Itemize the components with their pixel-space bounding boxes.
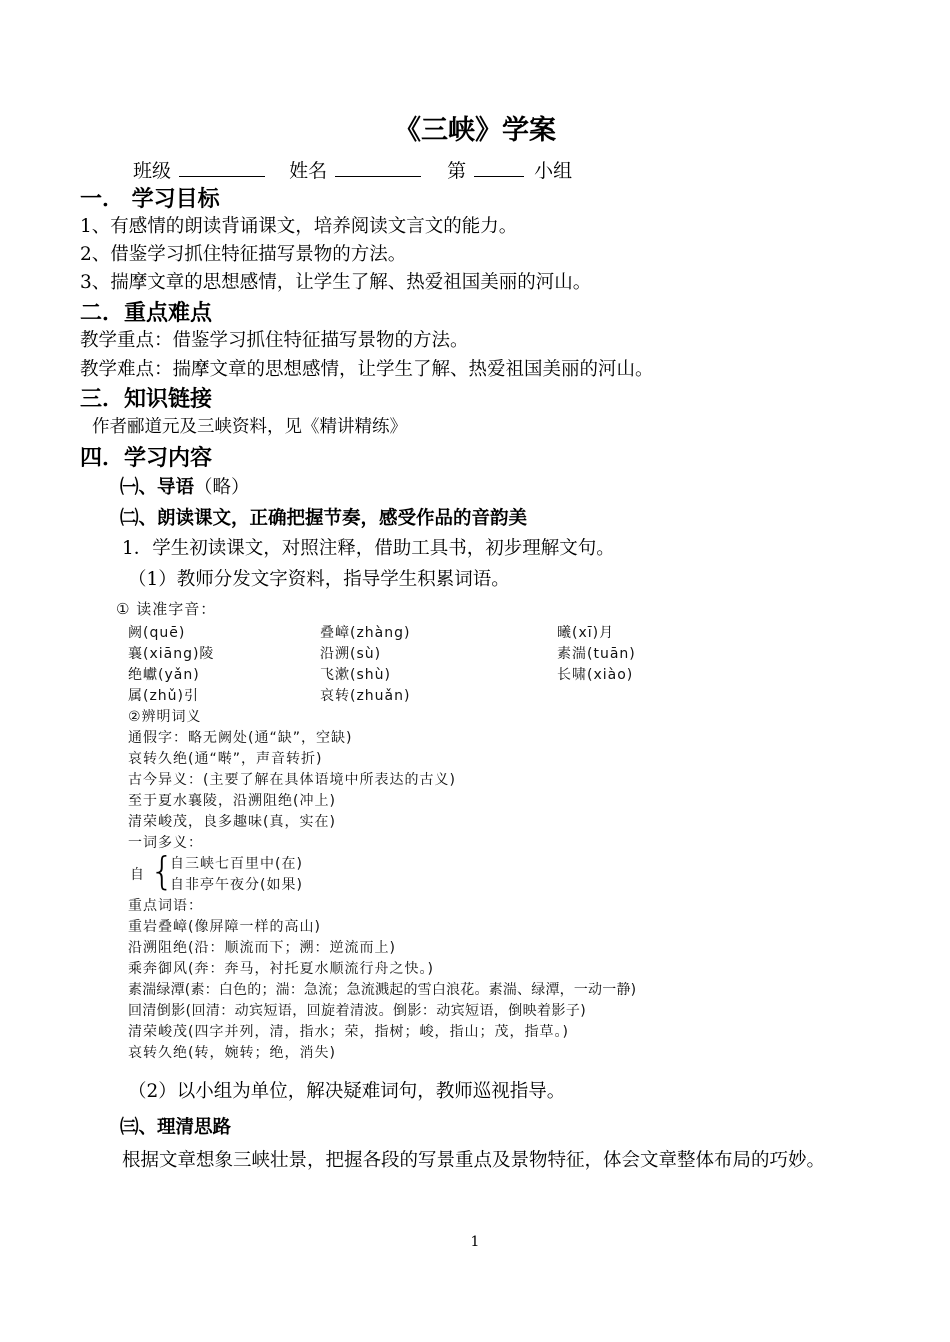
teaching-key: 教学重点：借鉴学习抓住特征描写景物的方法。 — [80, 330, 469, 351]
name-label: 姓名 — [289, 160, 328, 182]
pron-cell: 曦(xī)月 — [557, 625, 615, 641]
word-line: 一词多义： — [128, 835, 203, 851]
subsection-intro-note: （略） — [194, 477, 250, 498]
word-line: 古今异义：(主要了解在具体语境中所表达的古义) — [128, 772, 456, 788]
goal-item: 1、有感情的朗读背诵课文，培养阅读文言文的能力。 — [80, 216, 518, 237]
subsection-reading: ㈡、朗读课文，正确把握节奏，感受作品的音韵美 — [120, 508, 528, 529]
teaching-difficulty: 教学难点：揣摩文章的思想感情，让学生了解、热爱祖国美丽的河山。 — [80, 359, 654, 380]
pron-cell: 素湍(tuān) — [557, 646, 636, 662]
class-label: 班级 — [133, 160, 172, 182]
knowledge-text: 作者郦道元及三峡资料，见《精讲精练》 — [92, 417, 407, 437]
pron-cell: 襄(xiāng)陵 — [128, 646, 215, 662]
student-info-line — [133, 156, 572, 183]
word-line: 哀转久绝(通“啭”，声音转折) — [128, 751, 323, 767]
thinking-paragraph: 根据文章想象三峡壮景，把握各段的写景重点及景物特征，体会文章整体布局的巧妙。 — [122, 1150, 826, 1171]
section-heading-key-points: 二．重点难点 — [80, 301, 213, 326]
goal-item: 3、揣摩文章的思想感情，让学生了解、热爱祖国美丽的河山。 — [80, 272, 592, 293]
group-blank — [474, 158, 524, 177]
key-word-line: 回清倒影(回清：动宾短语，回旋着清波。倒影：动宾短语，倒映着影子) — [128, 1003, 587, 1019]
pron-cell: 长啸(xiào) — [557, 667, 634, 683]
pron-cell: 沿溯(sù) — [320, 646, 382, 662]
polysemy-char: 自 — [130, 867, 145, 883]
step-1: 1．学生初读课文，对照注释，借助工具书，初步理解文句。 — [122, 538, 615, 559]
pron-cell: 属(zhǔ)引 — [128, 688, 200, 704]
page-number: 1 — [470, 1234, 480, 1250]
group-prefix: 第 — [447, 160, 467, 182]
pron-cell: 阙(quē) — [128, 625, 186, 641]
brace-icon: { — [150, 849, 175, 893]
word-line: 清荣峻茂，良多趣味(真，实在) — [128, 814, 336, 830]
pron-cell: 叠嶂(zhàng) — [320, 625, 411, 641]
class-blank — [179, 158, 265, 177]
group-suffix: 小组 — [534, 160, 573, 182]
section-heading-goals: 一． 学习目标 — [80, 187, 220, 212]
key-word-line: 沿溯阻绝(沿：顺流而下；溯：逆流而上) — [128, 940, 396, 956]
key-word-line: 重点词语： — [128, 898, 203, 914]
polysemy-sense: 自三峡七百里中(在) — [170, 856, 303, 872]
key-word-line: 清荣峻茂(四字并列，清，指水；荣，指树；峻，指山；茂，指草。) — [128, 1024, 569, 1040]
step-1-2: （2）以小组为单位，解决疑难词句，教师巡视指导。 — [128, 1081, 566, 1102]
pron-cell: 飞漱(shù) — [320, 667, 391, 683]
section-heading-knowledge: 三．知识链接 — [80, 387, 213, 412]
pron-cell: 绝巘(yǎn) — [128, 667, 200, 683]
word-line: 通假字：略无阙处(通“缺”，空缺) — [128, 730, 353, 746]
key-word-line: 重岩叠嶂(像屏障一样的高山) — [128, 919, 321, 935]
subsection-thinking: ㈢、理清思路 — [120, 1117, 232, 1138]
key-word-line: 素湍绿潭(素：白色的；湍：急流；急流溅起的雪白浪花。素湍、绿潭，一动一静) — [128, 982, 637, 998]
subsection-intro-title: ㈠、导语 — [120, 477, 195, 498]
page-title: 《三峡》学案 — [394, 115, 556, 146]
word-line: 至于夏水襄陵，沿溯阻绝(冲上) — [128, 793, 336, 809]
subsection-intro — [120, 473, 250, 499]
step-1-1: （1）教师分发文字资料，指导学生积累词语。 — [128, 569, 510, 590]
pronunciation-heading: ① 读准字音： — [116, 600, 217, 618]
goal-item: 2、借鉴学习抓住特征描写景物的方法。 — [80, 244, 407, 265]
word-line: ②辨明词义 — [128, 709, 202, 725]
pron-cell: 哀转(zhuǎn) — [320, 688, 411, 704]
key-word-line: 乘奔御风(奔：奔马，衬托夏水顺流行舟之快。) — [128, 961, 434, 977]
polysemy-sense: 自非亭午夜分(如果) — [170, 877, 303, 893]
section-heading-content: 四．学习内容 — [80, 446, 213, 471]
name-blank — [335, 158, 421, 177]
key-word-line: 哀转久绝(转，婉转；绝，消失) — [128, 1045, 336, 1061]
